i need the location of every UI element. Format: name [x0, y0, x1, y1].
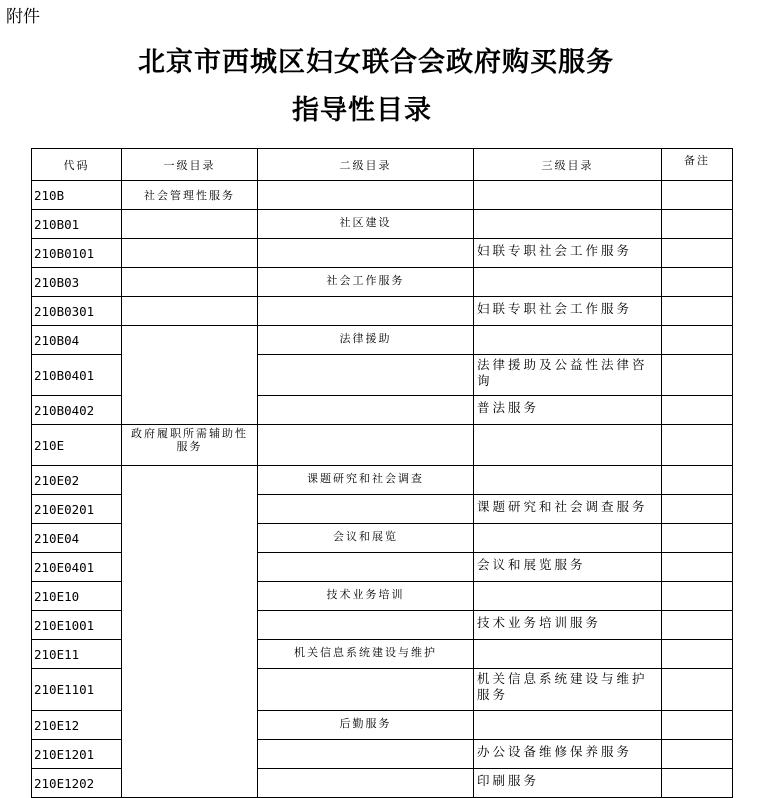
table-row — [32, 326, 733, 355]
cell-remark — [662, 553, 733, 582]
cell-code: 210E04 — [32, 524, 122, 553]
cell-level2 — [258, 740, 474, 769]
cell-level3 — [474, 466, 662, 495]
cell-level3: 印刷服务 — [474, 769, 662, 798]
cell-remark — [662, 297, 733, 326]
cell-code: 210B0401 — [32, 355, 122, 396]
cell-code: 210E — [32, 425, 122, 466]
table-row — [32, 239, 733, 268]
cell-level3: 课题研究和社会调查服务 — [474, 495, 662, 524]
cell-remark — [662, 396, 733, 425]
cell-level1-merged — [122, 326, 258, 425]
cell-remark — [662, 425, 733, 466]
cell-code: 210B01 — [32, 210, 122, 239]
header-level3: 三级目录 — [474, 149, 662, 181]
table-row — [32, 466, 733, 495]
cell-level2: 课题研究和社会调查 — [258, 466, 474, 495]
document-title-line2: 指导性目录 — [292, 95, 432, 126]
cell-code: 210B0301 — [32, 297, 122, 326]
cell-level2: 机关信息系统建设与维护 — [258, 640, 474, 669]
cell-level3 — [474, 711, 662, 740]
cell-code: 210E10 — [32, 582, 122, 611]
cell-remark — [662, 611, 733, 640]
header-level2: 二级目录 — [258, 149, 474, 181]
cell-remark — [662, 524, 733, 553]
cell-code: 210B — [32, 181, 122, 210]
cell-level2 — [258, 553, 474, 582]
cell-level3: 办公设备维修保养服务 — [474, 740, 662, 769]
cell-code: 210E12 — [32, 711, 122, 740]
cell-code: 210E0401 — [32, 553, 122, 582]
cell-remark — [662, 466, 733, 495]
cell-level3 — [474, 425, 662, 466]
cell-level2 — [258, 396, 474, 425]
cell-code: 210B04 — [32, 326, 122, 355]
cell-level3: 机关信息系统建设与维护服务 — [474, 669, 662, 711]
cell-level3 — [474, 640, 662, 669]
cell-level2 — [258, 181, 474, 210]
cell-code: 210B0402 — [32, 396, 122, 425]
cell-remark — [662, 495, 733, 524]
cell-level2 — [258, 297, 474, 326]
table-row — [32, 210, 733, 239]
cell-level2 — [258, 355, 474, 396]
cell-level2: 法律援助 — [258, 326, 474, 355]
header-level1: 一级目录 — [122, 149, 258, 181]
cell-code: 210E1201 — [32, 740, 122, 769]
cell-level3 — [474, 181, 662, 210]
catalog-table — [31, 148, 733, 798]
cell-level2 — [258, 611, 474, 640]
cell-level2 — [258, 769, 474, 798]
cell-level2 — [258, 495, 474, 524]
cell-level2 — [258, 239, 474, 268]
cell-level3: 会议和展览服务 — [474, 553, 662, 582]
cell-level3 — [474, 326, 662, 355]
cell-level2: 会议和展览 — [258, 524, 474, 553]
cell-code: 210E1001 — [32, 611, 122, 640]
cell-remark — [662, 711, 733, 740]
cell-code: 210E02 — [32, 466, 122, 495]
header-code: 代码 — [32, 149, 122, 181]
cell-level3: 技术业务培训服务 — [474, 611, 662, 640]
cell-level1 — [122, 268, 258, 297]
cell-level1 — [122, 239, 258, 268]
cell-level3 — [474, 268, 662, 297]
cell-level3: 普法服务 — [474, 396, 662, 425]
cell-code: 210B0101 — [32, 239, 122, 268]
cell-remark — [662, 210, 733, 239]
cell-level2: 社区建设 — [258, 210, 474, 239]
cell-level1 — [122, 297, 258, 326]
table-row — [32, 425, 733, 466]
cell-level2: 后勤服务 — [258, 711, 474, 740]
cell-remark — [662, 582, 733, 611]
cell-remark — [662, 669, 733, 711]
cell-level3 — [474, 582, 662, 611]
cell-level3: 法律援助及公益性法律咨询 — [474, 355, 662, 396]
cell-remark — [662, 740, 733, 769]
cell-level2 — [258, 669, 474, 711]
table-row — [32, 268, 733, 297]
table-row — [32, 181, 733, 210]
cell-remark — [662, 355, 733, 396]
cell-level1 — [122, 210, 258, 239]
attachment-label: 附件 — [6, 7, 40, 27]
cell-code: 210E11 — [32, 640, 122, 669]
header-remark: 备注 — [662, 149, 733, 181]
cell-remark — [662, 268, 733, 297]
cell-remark — [662, 326, 733, 355]
cell-level2: 社会工作服务 — [258, 268, 474, 297]
cell-level3 — [474, 210, 662, 239]
cell-level1-merged — [122, 466, 258, 798]
cell-level3 — [474, 524, 662, 553]
cell-code: 210E1202 — [32, 769, 122, 798]
cell-level1: 社会管理性服务 — [122, 181, 258, 210]
cell-remark — [662, 769, 733, 798]
cell-level3: 妇联专职社会工作服务 — [474, 297, 662, 326]
cell-code: 210B03 — [32, 268, 122, 297]
cell-level3: 妇联专职社会工作服务 — [474, 239, 662, 268]
document-title-line1: 北京市西城区妇女联合会政府购买服务 — [138, 47, 614, 78]
cell-remark — [662, 181, 733, 210]
cell-code: 210E0201 — [32, 495, 122, 524]
cell-remark — [662, 239, 733, 268]
cell-level2 — [258, 425, 474, 466]
cell-code: 210E1101 — [32, 669, 122, 711]
cell-level1: 政府履职所需辅助性服务 — [122, 425, 258, 466]
table-header-row — [32, 149, 733, 181]
cell-level2: 技术业务培训 — [258, 582, 474, 611]
cell-remark — [662, 640, 733, 669]
table-row — [32, 297, 733, 326]
